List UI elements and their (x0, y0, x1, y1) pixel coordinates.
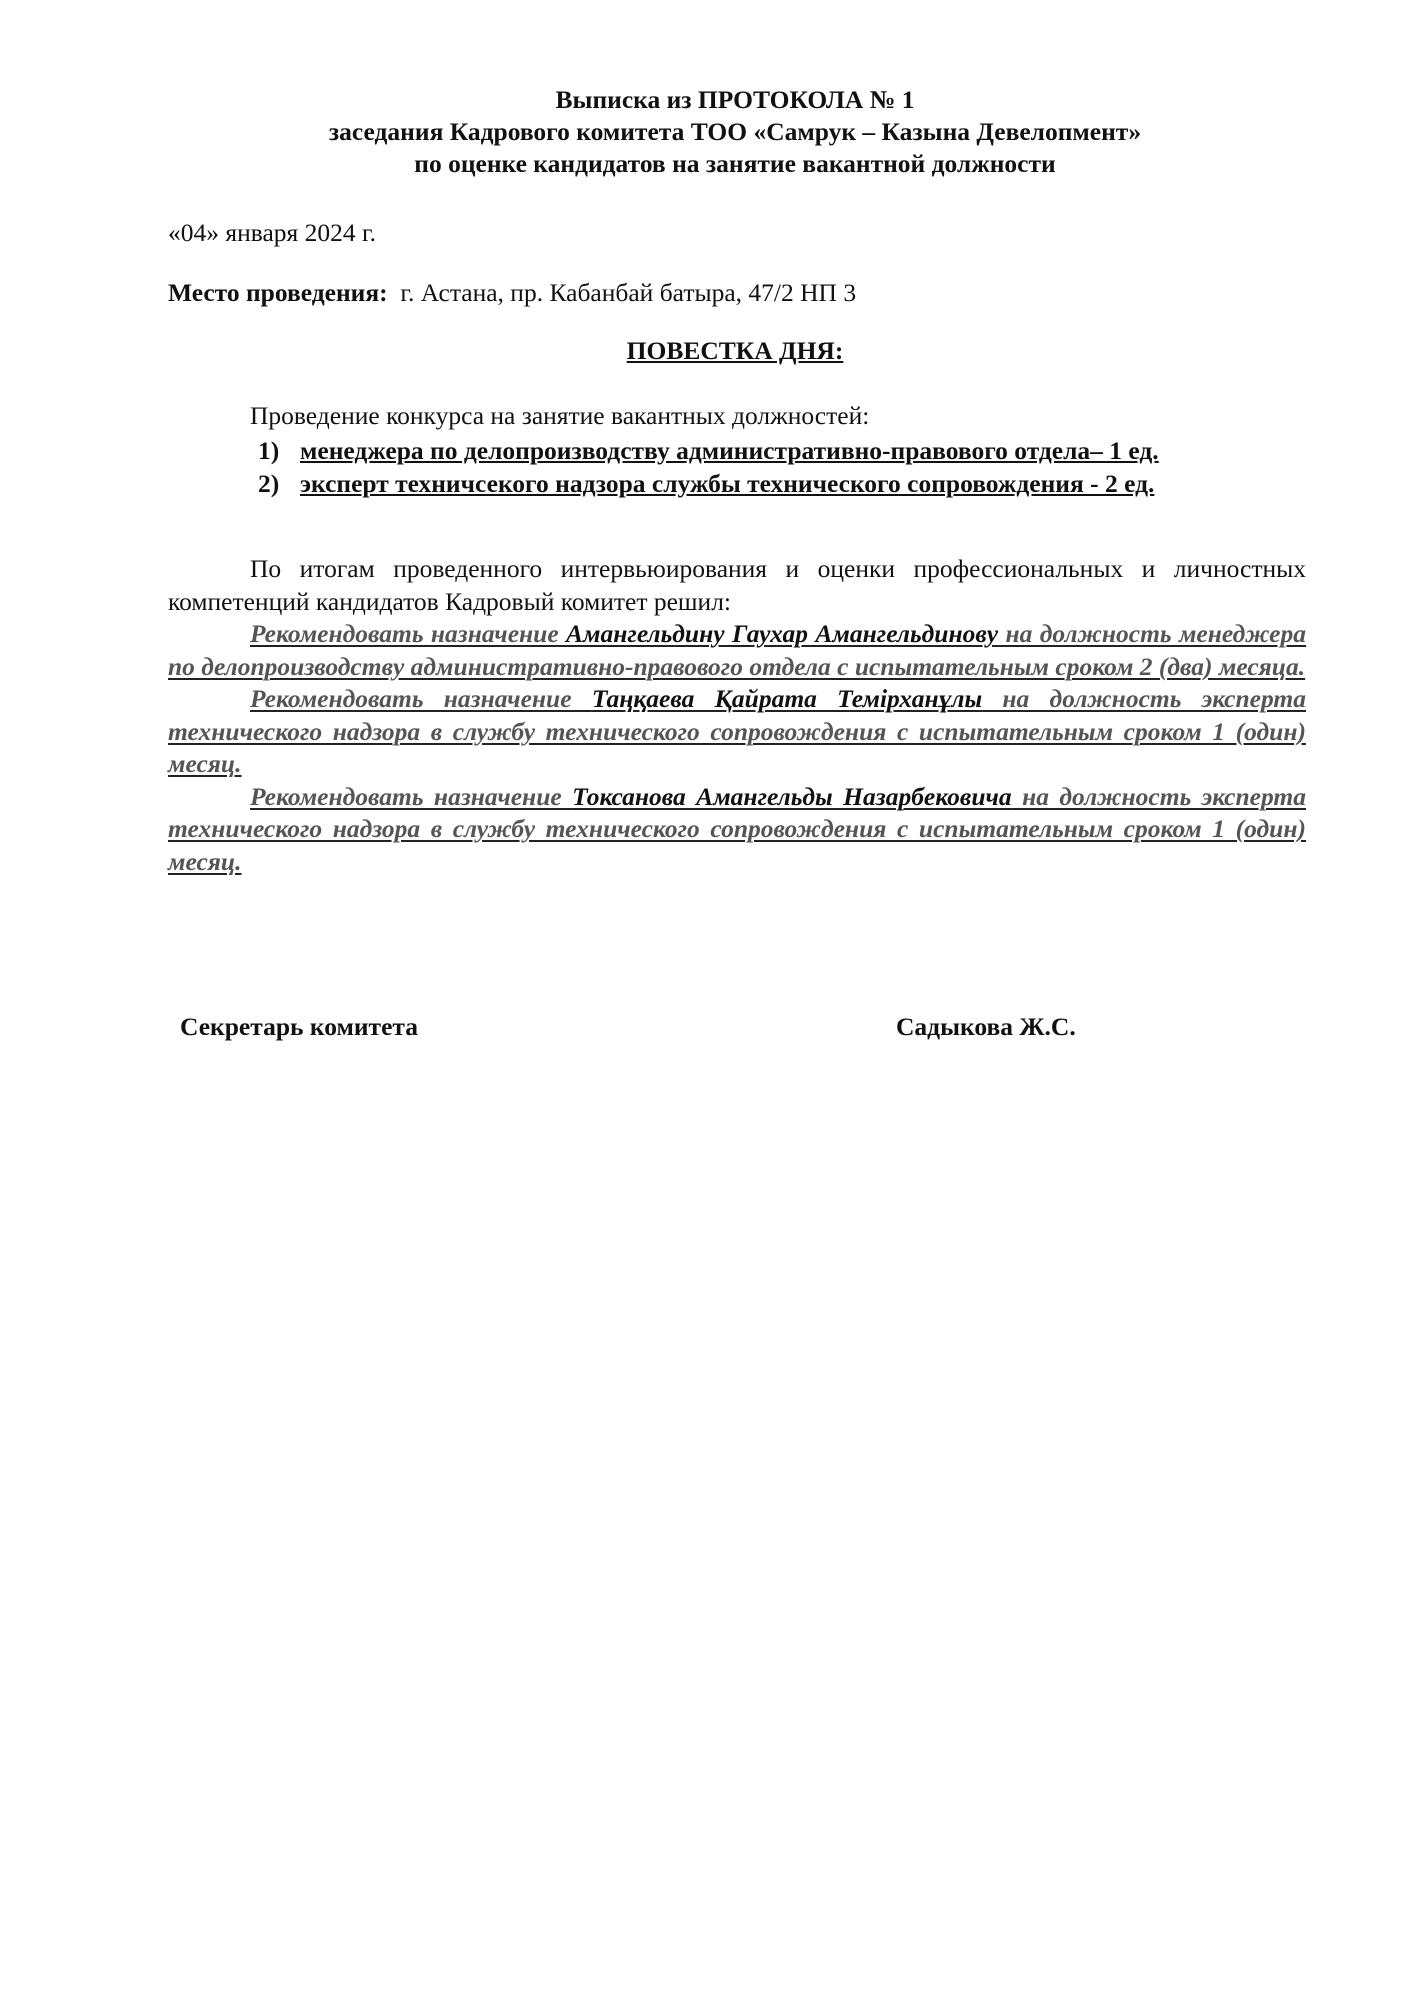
meeting-place-label: Место проведения: (168, 278, 388, 307)
decision-suffix: на должность менеджера по делопроизводству административно-правового отдела с испытательным сроком 2 (два) месяца. (168, 619, 1306, 681)
candidate-name: Токсанова Амангельды Назарбековича (572, 781, 1012, 811)
meeting-place-value: г. Астана, пр. Кабанбай батыра, 47/2 НП 3 (400, 278, 857, 307)
decision-suffix: на должность эксперта технического надзора в службу технического сопровождения с испытательным сроком 1 (один) месяц. (168, 781, 1307, 876)
agenda-item-text: менеджера по делопроизводству административно-правового отдела– 1 ед. (300, 436, 1159, 465)
agenda-intro: Проведение конкурса на занятие вакантных должностей: (250, 401, 870, 430)
meeting-place (168, 278, 856, 308)
agenda-item-text: эксперт техничсекого надзора службы технического сопровождения - 2 ед. (300, 469, 1155, 498)
candidate-name: Амангельдину Гаухар Амангельдинову (566, 619, 999, 648)
decision-prefix: Рекомендовать назначение (250, 619, 567, 648)
agenda-item-number: 2) (258, 469, 280, 498)
resolution-intro: По итогам проведенного интервьюирования и оценки профессиональных и личностных компетенций кандидатов Кадровый комитет решил: (168, 554, 1306, 616)
header-subject: по оценке кандидатов на занятие вакантной должности (414, 149, 1056, 178)
decision-prefix: Рекомендовать назначение (250, 781, 573, 811)
header-subtitle: заседания Кадрового комитета ТОО «Самрук – Казына Девелопмент» (328, 117, 1142, 146)
decision-paragraph (168, 781, 1306, 879)
document-header (150, 84, 1320, 180)
resolution-section (168, 553, 1306, 878)
agenda-title: ПОВЕСТКА ДНЯ: (626, 336, 844, 365)
agenda-item (258, 436, 1159, 466)
decision-prefix: Рекомендовать назначение (250, 684, 592, 713)
decision-paragraph (168, 618, 1306, 683)
header-title: Выписка из ПРОТОКОЛА № 1 (555, 85, 915, 114)
agenda-item (258, 469, 1154, 499)
decision-paragraph (168, 683, 1306, 781)
decision-suffix: на должность эксперта технического надзора в службу технического сопровождения с испытательным сроком 1 (один) месяц. (168, 684, 1307, 778)
signature-name: Садыкова Ж.С. (896, 1012, 1076, 1041)
candidate-name: Таңқаева Қайрата Темірханұлы (591, 684, 983, 713)
agenda-item-number: 1) (258, 436, 280, 465)
meeting-date: «04» января 2024 г. (168, 218, 376, 247)
signature-title: Секретарь комитета (180, 1012, 418, 1041)
